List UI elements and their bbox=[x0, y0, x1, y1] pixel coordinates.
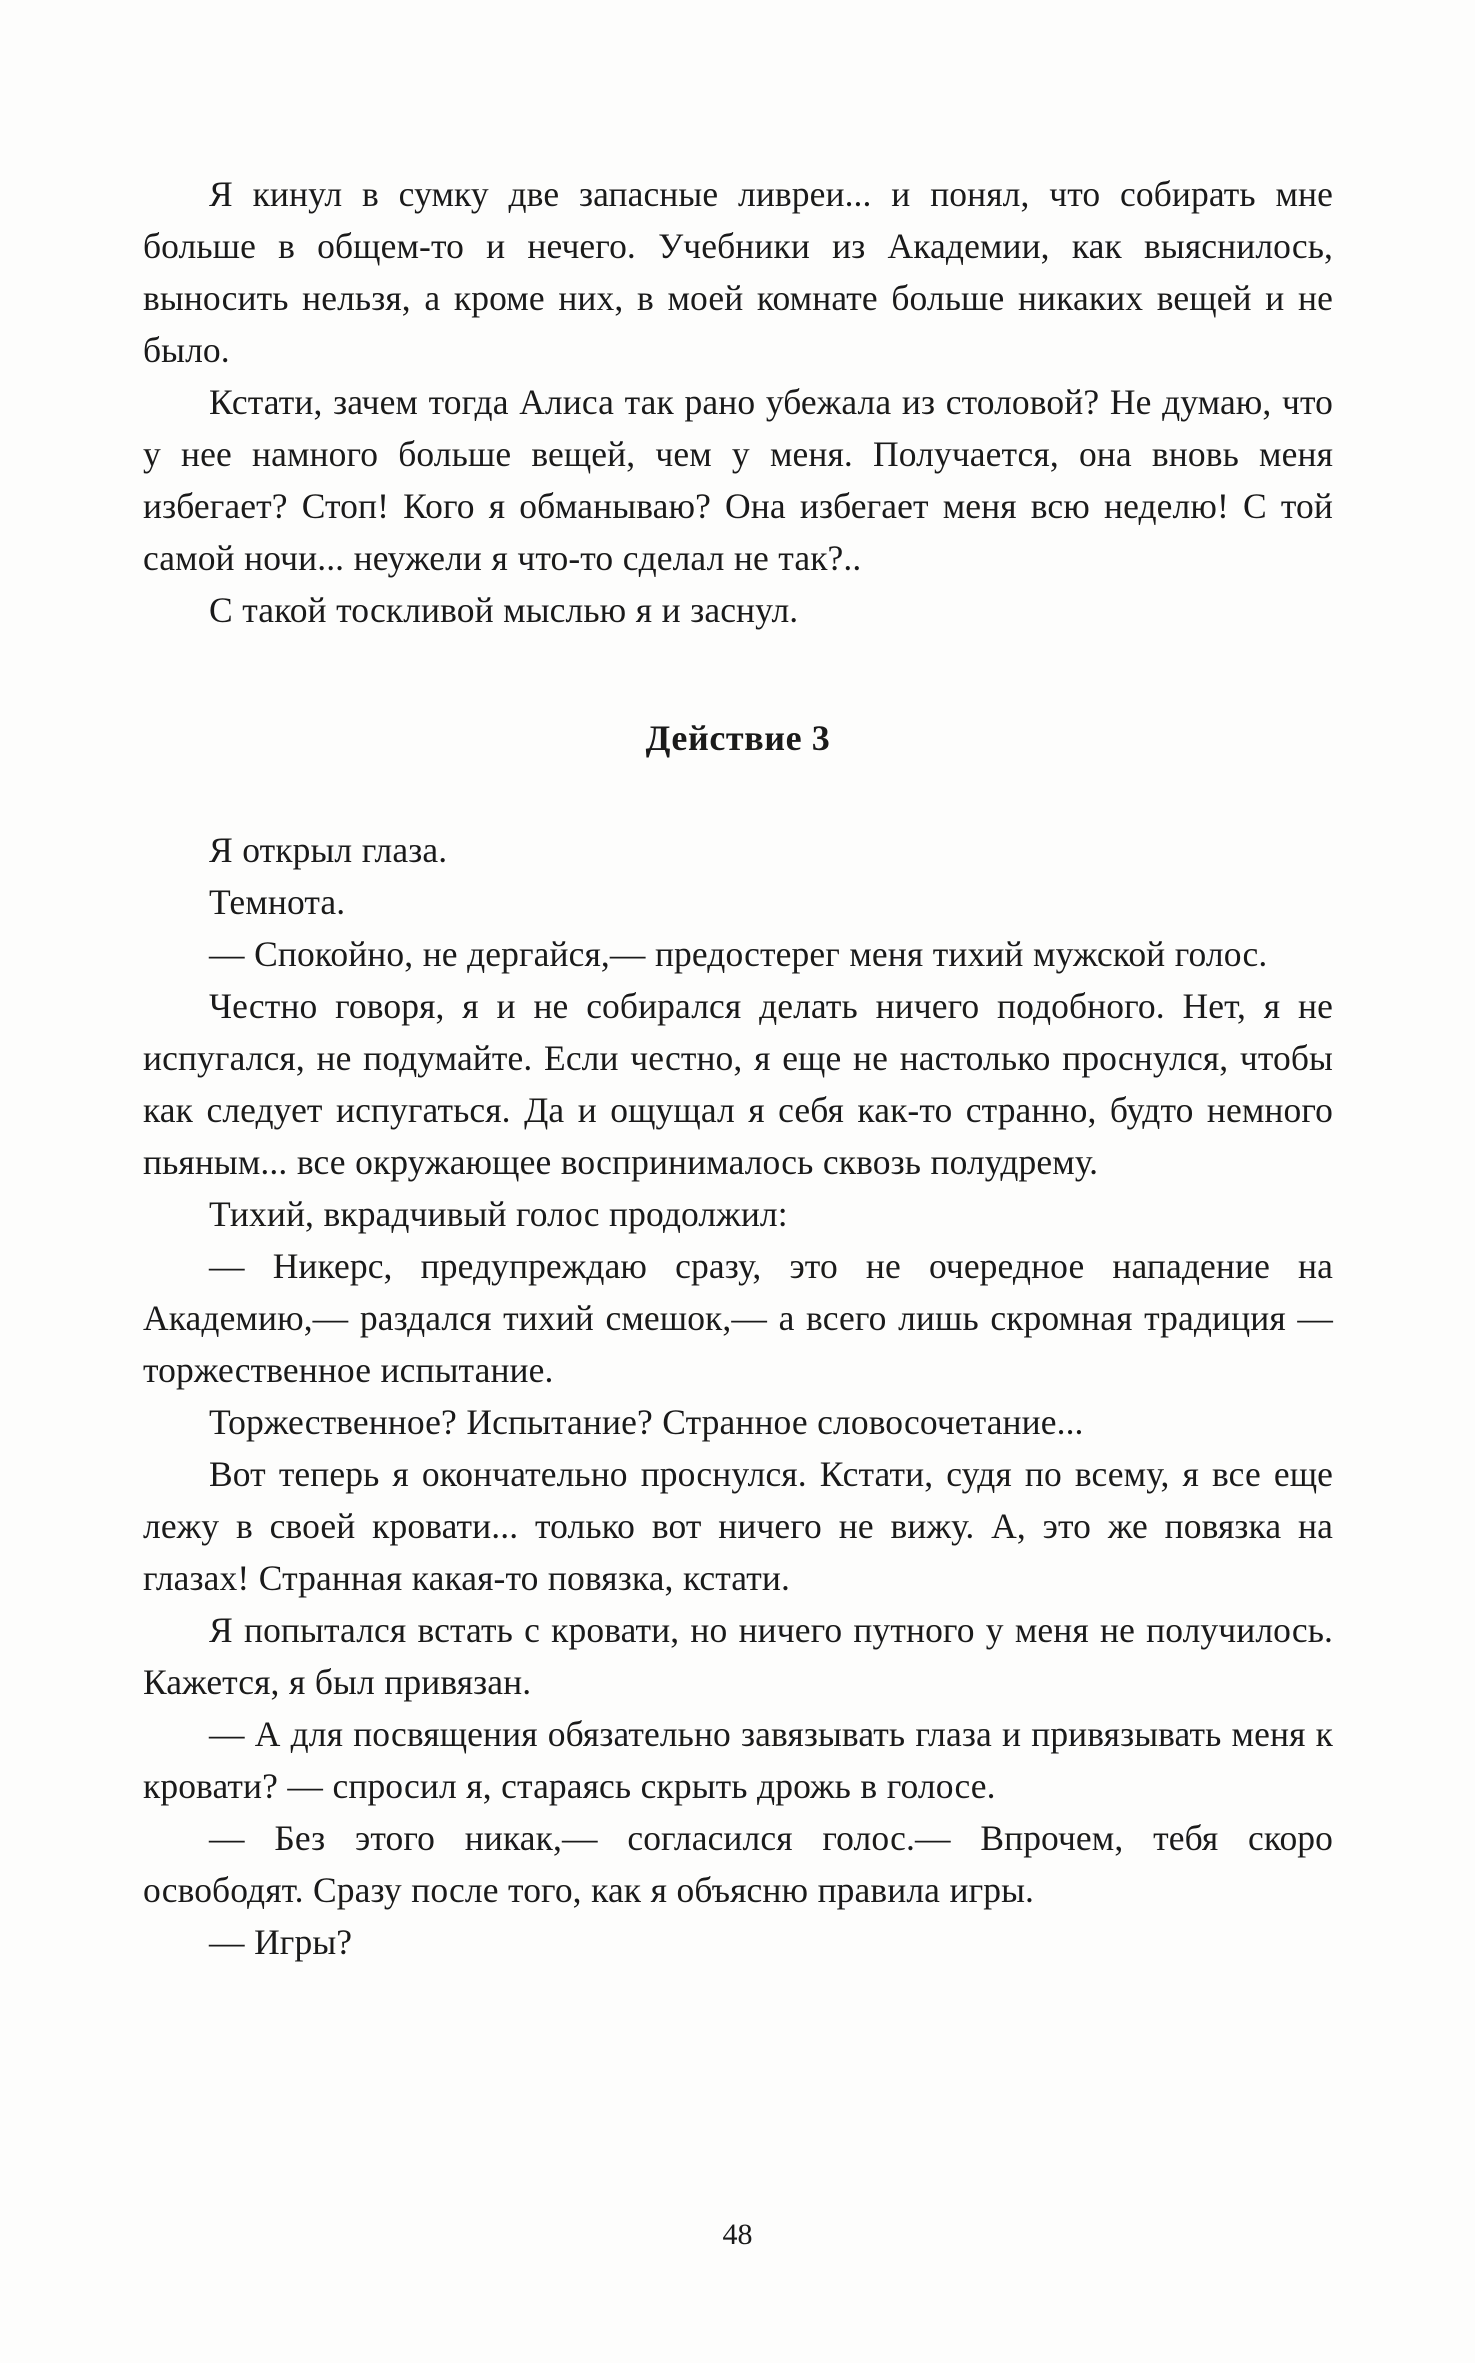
spacer bbox=[143, 762, 1333, 824]
paragraph: Кстати, зачем тогда Алиса так рано убежала из столовой? Не думаю, что у нее намного больше вещей, чем у меня. Получается, она вновь меня избегает? Стоп! Кого я обманываю? Она избегает меня всю неделю! С той самой ночи... неужели я что-то сделал не так?.. bbox=[143, 382, 1333, 578]
paragraph: Честно говоря, я и не собирался делать ничего подобного. Нет, я не испугался, не подумайте. Если честно, я еще не настолько проснулся, чтобы как следует испугаться. Да и ощущал я себя как-то странно, будто немного пьяным... все окружающее воспринималось сквозь полудрему. bbox=[143, 986, 1333, 1182]
page-number: 48 bbox=[722, 2218, 753, 2251]
paragraph: — Без этого никак,— согласился голос.— Впрочем, тебя скоро освободят. Сразу после того, как я объясню правила игры. bbox=[143, 1818, 1333, 1910]
paragraph: С такой тоскливой мыслью я и заснул. bbox=[209, 590, 799, 630]
paragraph: Вот теперь я окончательно проснулся. Кстати, судя по всему, я все еще лежу в своей кровати... только вот ничего не вижу. А, это же повязка на глазах! Странная какая-то повязка, кстати. bbox=[143, 1454, 1333, 1598]
paragraph: Тихий, вкрадчивый голос продолжил: bbox=[209, 1194, 788, 1234]
paragraph: Темнота. bbox=[209, 882, 346, 922]
paragraph: Торжественное? Испытание? Странное словосочетание... bbox=[209, 1402, 1084, 1442]
paragraph: — Никерс, предупреждаю сразу, это не очередное нападение на Академию,— раздался тихий смешок,— а всего лишь скромная традиция — торжественное испытание. bbox=[143, 1246, 1333, 1390]
text-column bbox=[143, 168, 1333, 1968]
paragraph: Я кинул в сумку две запасные ливреи... и понял, что собирать мне больше в общем-то и нечего. Учебники из Академии, как выяснилось, выносить нельзя, а кроме них, в моей комнате больше никаких вещей и не было. bbox=[143, 174, 1333, 370]
section-heading: Действие 3 bbox=[645, 718, 831, 758]
paragraph: Я попытался встать с кровати, но ничего путного у меня не получилось. Кажется, я был привязан. bbox=[143, 1610, 1333, 1702]
paragraph: — Игры? bbox=[209, 1922, 353, 1962]
paragraph: Я открыл глаза. bbox=[209, 830, 448, 870]
paragraph: — А для посвящения обязательно завязывать глаза и привязывать меня к кровати? — спросил я, стараясь скрыть дрожь в голосе. bbox=[143, 1714, 1333, 1806]
paragraph: — Спокойно, не дергайся,— предостерег меня тихий мужской голос. bbox=[209, 934, 1268, 974]
spacer bbox=[143, 636, 1333, 714]
